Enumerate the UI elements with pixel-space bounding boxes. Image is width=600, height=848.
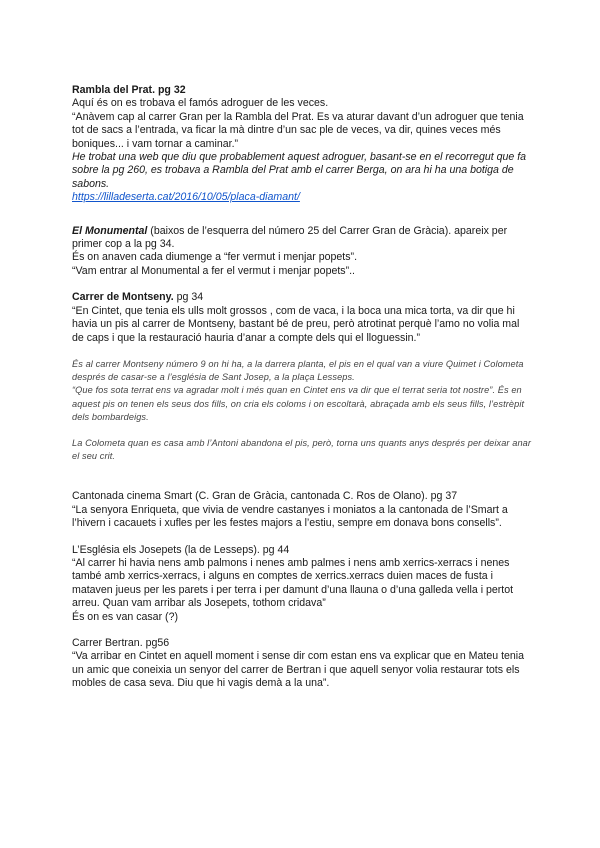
section-text: Aquí és on es trobava el famós adroguer de les veces. (72, 97, 329, 110)
section-quote: “La senyora Enriqueta, que vivia de vendre castanyes i moniatos a la cantonada de l’Smart a l’hivern i cacauets i xufles per les festes majors a l’estiu, sempre em donava bons consells”. (72, 503, 508, 530)
section-note: És al carrer Montseny número 9 on hi ha, a la darrera planta, el pis en el qual van a viure Quimet i Colometa després de casar-se a l’església de Sant Josep, a la plaça Lesseps. (72, 358, 524, 383)
section-note: La Colometa quan es casa amb l’Antoni abandona el pis, però, torna uns quants anys després per deixar anar el seu crit. (72, 437, 532, 462)
section-quote: “En Cintet, que tenia els ulls molt grossos , com de vaca, i la boca una mica torta, va dir que hi havia un pis al carrer de Montseny, bastant bé de preu, però atrotinat perquè l’amo no volia mal de caps i que la restauració hauria d’anar a compte dels qui el lloguessin.” (72, 304, 520, 344)
section-quote: “Va arribar en Cintet en aquell moment i sense dir com estan ens va explicar que en Mateu tenia un amic que coneixia un senyor del carrer de Bertran i que aquell senyor volia restaurar tots els mobles de casa seva. Diu que hi vagis demà a la una”. (72, 650, 525, 690)
section-note: És on es van casar (?) (72, 610, 178, 623)
document-page (72, 84, 532, 691)
section-title-rambla-del-prat: Rambla del Prat. pg 32 (72, 84, 186, 96)
source-link[interactable]: https://lilladeserta.cat/2016/10/05/placa-diamant/ (72, 191, 300, 204)
section-quote: “Anàvem cap al carrer Gran per la Rambla del Prat. Es va aturar davant d’un adroguer que tenia tot de sacs a l’entrada, va ficar la mà dintre d’un sac ple de veces, va dir, quines veces més boniques... i vam tornar a caminar.” (72, 110, 524, 150)
section-note: He trobat una web que diu que probablement aquest adroguer, basant-se en el recorregut que fa sobre la pg 260, es trobava a Rambla del Prat amb el carrer Berga, on ara hi ha una botiga de sabons. (72, 151, 527, 190)
section-title-josepets: L’Església els Josepets (la de Lesseps). pg 44 (72, 543, 290, 556)
section-title-montseny: Carrer de Montseny. (72, 291, 174, 304)
section-quote: “Al carrer hi havia nens amb palmons i nenes amb palmes i nens amb xerrics-xerracs i nenes també amb xerrics-xerracs, i alguns en comptes de xerrics.xerracs duien maces de fusta i mataven jueus per les parets i per terra i per damunt d’una llauna o d’una galleda vella i pertot arreu. Quan vam arribar als Josepets, tothom cridava” (72, 556, 514, 610)
section-note: “Que fos sota terrat ens va agradar molt i més quan en Cintet ens va dir que el terrat seria tot nostre”. És en aquest pis on tenen els seus dos fills, on cria els coloms i on escoltarà, abraçada amb els seus fills, l’estrèpit dels bombardeigs. (72, 385, 525, 422)
section-text: (baixos de l’esquerra del número 25 del Carrer Gran de Gràcia). apareix per primer cop a la pg 34. (72, 224, 508, 251)
page-ref: pg 34 (173, 291, 204, 304)
section-title-monumental: El Monumental (72, 224, 148, 237)
section-monumental (72, 225, 532, 252)
section-text: És on anaven cada diumenge a “fer vermut i menjar popets”. (72, 251, 358, 264)
section-montseny (72, 291, 532, 304)
section-quote: “Vam entrar al Monumental a fer el vermut i menjar popets”.. (72, 264, 356, 277)
section-title-bertran: Carrer Bertran. pg56 (72, 636, 170, 649)
section-title-smart: Cantonada cinema Smart (C. Gran de Gràcia, cantonada C. Ros de Olano). pg 37 (72, 490, 458, 503)
